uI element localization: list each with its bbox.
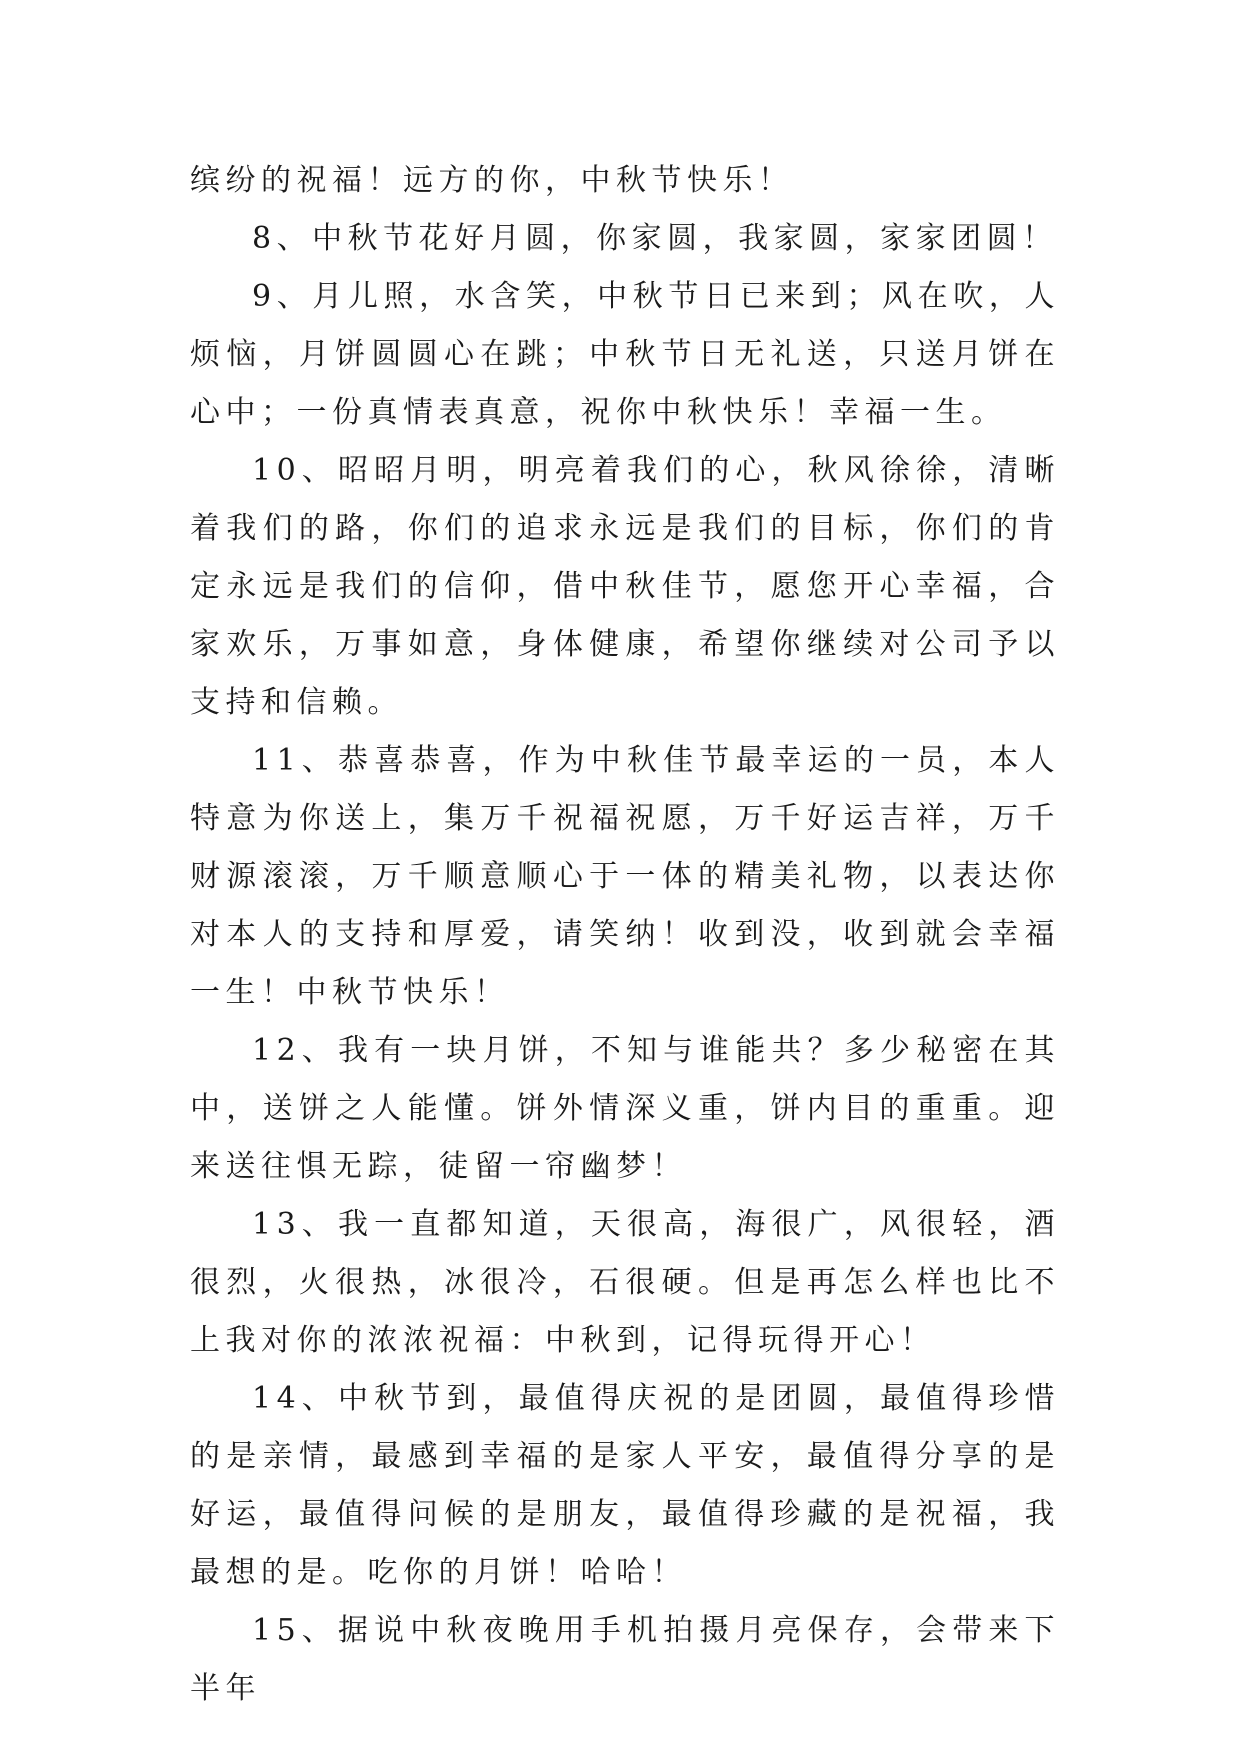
paragraph: 15、据说中秋夜晚用手机拍摄月亮保存，会带来下半年	[190, 1613, 1060, 1706]
paragraph: 10、昭昭月明，明亮着我们的心，秋风徐徐，清晰着我们的路，你们的追求永远是我们的目标，你们的肯定永远是我们的信仰，借中秋佳节，愿您开心幸福，合家欢乐，万事如意，身体健康，希望你继续对公司予以支持和信赖。	[190, 453, 1060, 720]
paragraph: 12、我有一块月饼，不知与谁能共？多少秘密在其中，送饼之人能懂。饼外情深义重，饼内目的重重。迎来送往惧无踪，徒留一帘幽梦！	[190, 1033, 1060, 1184]
paragraph: 13、我一直都知道，天很高，海很广，风很轻，酒很烈，火很热，冰很冷，石很硬。但是再怎么样也比不上我对你的浓浓祝福：中秋到，记得玩得开心！	[190, 1207, 1060, 1358]
paragraph: 缤纷的祝福！远方的你，中秋节快乐！	[190, 163, 794, 198]
paragraph: 14、中秋节到，最值得庆祝的是团圆，最值得珍惜的是亲情，最感到幸福的是家人平安，最值得分享的是好运，最值得问候的是朋友，最值得珍藏的是祝福，我最想的是。吃你的月饼！哈哈！	[190, 1381, 1060, 1590]
paragraph: 9、月儿照，水含笑，中秋节日已来到；风在吹，人烦恼，月饼圆圆心在跳；中秋节日无礼送，只送月饼在心中；一份真情表真意，祝你中秋快乐！幸福一生。	[190, 279, 1060, 430]
paragraph: 8、中秋节花好月圆，你家圆，我家圆，家家团圆！	[252, 221, 1058, 256]
document-body	[190, 152, 1060, 1718]
paragraph: 11、恭喜恭喜，作为中秋佳节最幸运的一员，本人特意为你送上，集万千祝福祝愿，万千好运吉祥，万千财源滚滚，万千顺意顺心于一体的精美礼物，以表达你对本人的支持和厚爱，请笑纳！收到没，收到就会幸福一生！中秋节快乐！	[190, 743, 1060, 1010]
